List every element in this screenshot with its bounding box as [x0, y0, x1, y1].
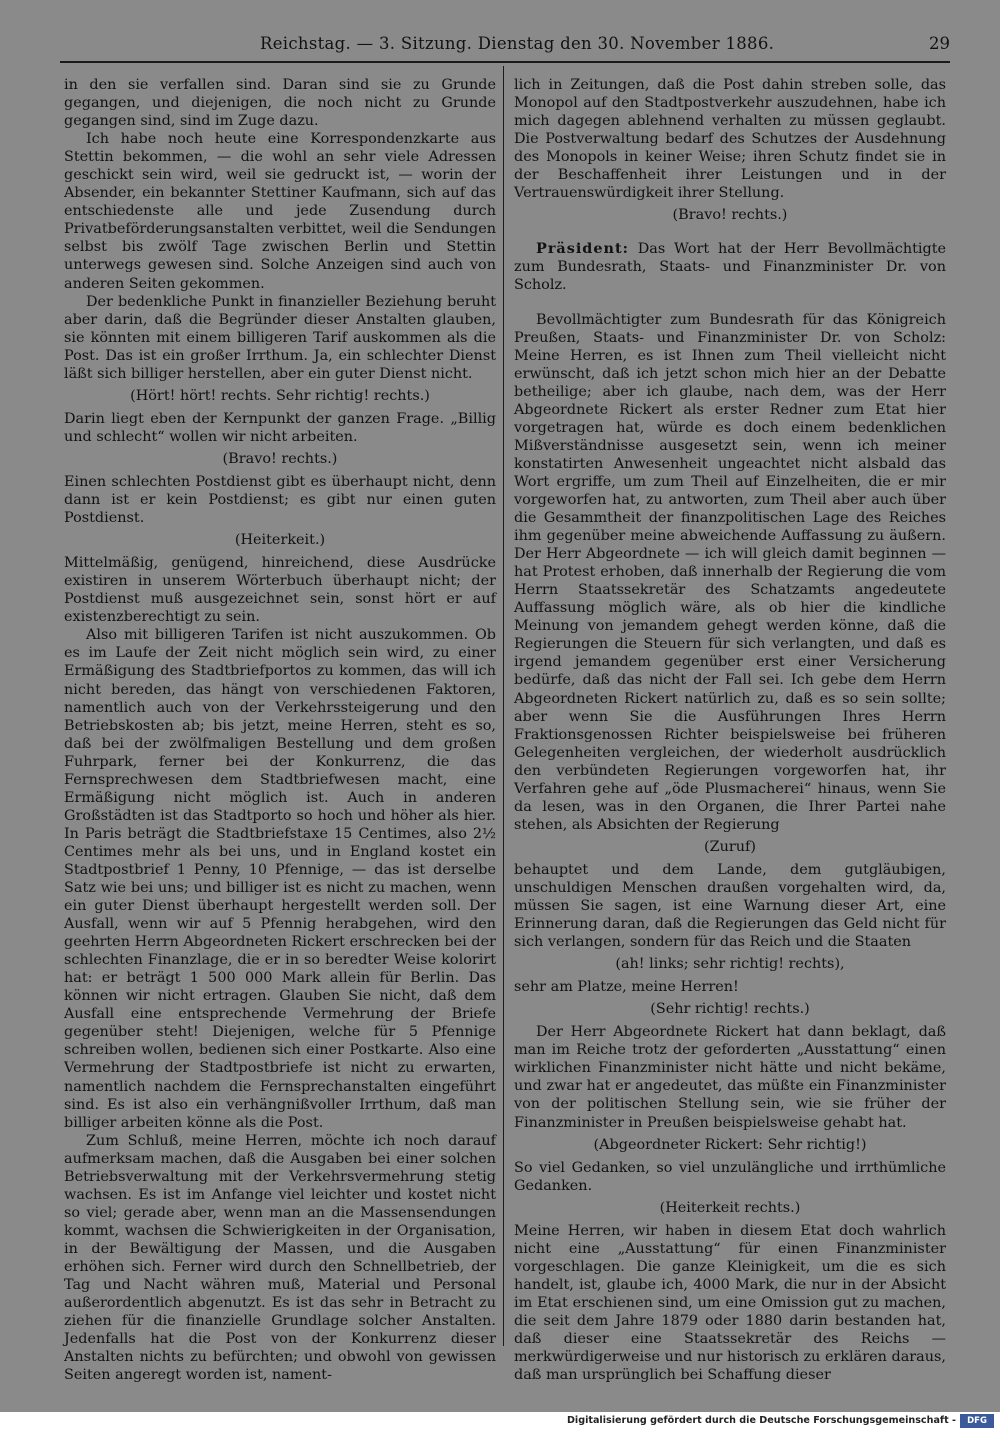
- paragraph-text: So viel Gedanken, so viel unzulängliche und irrthümliche Gedanken.: [514, 1159, 946, 1194]
- paragraph: [514, 838, 946, 856]
- speaker-label: Präsident:: [536, 240, 629, 258]
- paragraph-text: (Heiterkeit rechts.): [659, 1199, 801, 1216]
- paragraph-text: in den sie verfallen sind. Daran sind sie zu Grunde gegangen, und diejenigen, die noch nicht zu Grunde gegangen sind, sind im Zuge dazu.: [64, 77, 496, 130]
- paragraph: [514, 1199, 946, 1217]
- paragraph: [64, 130, 496, 292]
- paragraph: [64, 626, 496, 1131]
- dfg-logo: DFG: [960, 1414, 994, 1428]
- paragraph-text: (Zuruf): [704, 838, 756, 855]
- paragraph-text: Einen schlechten Postdienst gibt es überhaupt nicht, denn dann ist er kein Postdienst; es gibt nur einen guten Postdienst.: [64, 473, 496, 527]
- paragraph: [514, 1023, 946, 1131]
- paragraph-text: Zum Schluß, meine Herren, möchte ich noch darauf aufmerksam machen, daß die Ausgaben bei einer solchen Betriebsverwaltung mit der Verkehrsvermehrung stetig wachsen. Es ist im Anfange viel leichter und kostet nicht so viel; gerade aber, wenn man an die Massensendungen kommt, wachsen die Schwierigkeiten in der Organisation, in der Bewältigung der Massen, und die Ausgaben erhöhen sich. Ferner wird durch den Schnellbetrieb, der Tag und Nacht währen muß, Material und Personal außerordentlich abgenutzt. Es ist das sehr in Betracht zu ziehen für die finanzielle Grundlage solcher Anstalten. Jedenfalls hat die Post von der Konkurrenz dieser Anstalten nichts zu befürchten; und obwohl von gewissen Seiten angeregt worden ist, nament-: [64, 1132, 496, 1384]
- paragraph-text: Der Herr Abgeordnete Rickert hat dann beklagt, daß man im Reiche trotz der geforderten „Ausstattung“ einen wirklichen Finanzminister nicht hätte und nicht bekäme, und zwar hat er angedeutet, das müßte ein Finanzminister von der politischen Stellung sein, wie sie früher der Finanzminister in Preußen beispielsweise gehabt hat.: [514, 1024, 946, 1131]
- paragraph-text: Ich habe noch heute eine Korrespondenzkarte aus Stettin bekommen, — die wohl an sehr viele Adressen geschickt sein wird, weil sie gedruckt ist, — worin der Absender, ein bekannter Stettiner Kaufmann, sich auf das entschiedenste alle und jede Zusendung durch Privatbeförderungsanstalten verbittet, weil die Sendungen selbst bis zwölf Tage zwischen Berlin und Stettin unterwegs gewesen sind. Solche Anzeigen sind auch von anderen Seiten gekommen.: [64, 131, 496, 292]
- paragraph: [514, 240, 946, 294]
- paragraph: [514, 1222, 946, 1384]
- paragraph-text: Bevollmächtigter zum Bundesrath für das Königreich Preußen, Staats- und Finanzminister Dr. von Scholz: Meine Herren, es ist Ihnen zum Theil vielleicht nicht erwünscht, daß ich jetzt schon mich hier an der Debatte betheilige; aber ich glaube, nach dem, was der Herr Abgeordnete Rickert als erster Redner zum Etat hier vorgetragen hat, würde es doch einem bedenklichen Mißverständnisse ausgesetzt sein, wenn ich meiner konstatirten Anwesenheit ungeachtet nicht alsbald das Wort ergriffe, um zum Theil auf Einzelheiten, die er mir vorgeworfen hat, zu antworten, zum Theil aber auch über die Gesammtheit der finanzpolitischen Lage des Reiches ihm gegenüber meine abweichende Auffassung zu äußern. Der Herr Abgeordnete — ich will gleich damit beginnen — hat Protest erhoben, daß innerhalb der Regierung die vom Herrn Staatssekretär des Schatzamts angedeutete Auffassung möglich wäre, als ob hier die kindliche Meinung von jemandem gehegt werden könne, daß die Regierungen die Steuern für sich verlangten, und daß es irgend jemandem gegenüber erst einer Versicherung bedürfe, daß das nicht der Fall sei. Ich gebe dem Herrn Abgeordneten Rickert natürlich zu, daß es so sein sollte; aber wenn Sie die Ausführungen Ihres Herrn Fraktionsgenossen Richter beispielsweise bei früheren Gelegenheiten vergleichen, der wiederholt ausdrücklich den verbündeten Regierungen vorgeworfen hat, ihr Verfahren gehe auf „öde Plusmacherei“ hinaus, wenn Sie da lesen, was in den Organen, die Ihrer Partei nahe stehen, als Absichten der Regierung: [514, 311, 946, 833]
- paragraph: [64, 1132, 496, 1385]
- paragraph: [514, 861, 946, 951]
- right-column: [514, 76, 946, 1384]
- paragraph-text: (Sehr richtig! rechts.): [650, 1001, 810, 1018]
- paragraph: [514, 206, 946, 224]
- paragraph: [514, 76, 946, 202]
- paragraph-text: Das Wort hat der Herr Bevollmächtigte zum Bundesrath, Staats- und Finanzminister Dr. von Scholz.: [514, 241, 946, 294]
- paragraph-text: lich in Zeitungen, daß die Post dahin streben solle, das Monopol auf den Stadtpostverkehr auszudehnen, habe ich mich dagegen ablehnend verhalten zu müssen geglaubt. Die Postverwaltung bedarf des Schutzes der Ausdehnung des Monopols in keiner Weise; ihren Schutz findet sie in der Beschaffenheit ihrer Leistungen und in der Vertrauenswürdigkeit ihrer Stellung.: [514, 77, 946, 202]
- paragraph: [64, 554, 496, 626]
- page-header: [60, 34, 950, 58]
- column-divider: [503, 66, 504, 1346]
- funding-credit: Digitalisierung gefördert durch die Deutsche Forschungsgemeinschaft -: [566, 1415, 956, 1426]
- paragraph: [64, 76, 496, 130]
- paragraph: [514, 1000, 946, 1018]
- paragraph: [514, 1136, 946, 1154]
- paragraph-text: (Bravo! rechts.): [222, 450, 338, 467]
- paragraph: [64, 531, 496, 549]
- paragraph-text: Meine Herren, wir haben in diesem Etat doch wahrlich nicht eine „Ausstattung“ für einen Finanzminister vorgeschlagen. Die ganze Kleinigkeit, um die es sich handelt, ist, glaube ich, 4000 Mark, die nur in der Absicht im Etat erschienen sind, um eine Omission gut zu machen, die seit dem Jahre 1879 oder 1880 darin bestanden hat, daß dieser eine Staatssekretär des Reichs — merkwürdigerweise und nur historisch zu erklären daraus, daß man ursprünglich bei Schaffung dieser: [514, 1222, 946, 1384]
- left-column: [64, 76, 496, 1384]
- paragraph: [64, 450, 496, 468]
- paragraph-text: behauptet und dem Lande, dem gutgläubigen, unschuldigen Menschen draußen vorgehalten wird, da, müssen Sie sagen, ist eine Warnung dieser Art, eine Erinnerung daran, daß die Regierungen das Geld nicht für sich verlangen, sondern für das Reich und die Staaten: [514, 861, 946, 951]
- paragraph-text: (Abgeordneter Rickert: Sehr richtig!): [593, 1136, 867, 1153]
- paragraph: [514, 955, 946, 973]
- paragraph-text: (Bravo! rechts.): [672, 207, 788, 224]
- paragraph: [514, 311, 946, 834]
- paragraph-text: Mittelmäßig, genügend, hinreichend, diese Ausdrücke existiren in unserem Wörterbuch überhaupt nicht; der Postdienst muß ausgezeichnet sein, sonst hört er auf existenzberechtigt zu sein.: [64, 555, 496, 626]
- paragraph: [64, 293, 496, 383]
- paragraph: [64, 473, 496, 527]
- header-rule: [60, 61, 950, 63]
- footer-bar: [0, 1412, 1000, 1432]
- paragraph: [64, 387, 496, 405]
- page-number: 29: [929, 34, 950, 53]
- paragraph-text: (Heiterkeit.): [234, 532, 326, 549]
- header-title: Reichstag. — 3. Sitzung. Dienstag den 30. November 1886.: [260, 34, 775, 53]
- paragraph-text: sehr am Platze, meine Herren!: [514, 979, 739, 996]
- paragraph-text: Also mit billigeren Tarifen ist nicht auszukommen. Ob es im Laufe der Zeit nicht möglich sein wird, zu einer Ermäßigung des Stadtbriefportos zu kommen, das will ich nicht bereden, das hängt von verschiedenen Faktoren, namentlich auch von der Verkehrssteigerung und den Betriebskosten ab; bis jetzt, meine Herren, steht es so, daß bei der zwölfmaligen Bestellung und dem großen Fuhrpark, ferner bei der Konkurrenz, die das Fernsprechwesen dem Stadtbriefwesen macht, eine Ermäßigung nicht möglich ist. Auch in anderen Großstädten ist das Stadtporto so hoch und höher als hier. In Paris beträgt die Stadtbriefstaxe 15 Centimes, also 2½ Centimes mehr als bei uns, und in England kostet ein Stadtpostbrief 1 Penny, 10 Pfennige, — das ist derselbe Satz wie bei uns; und billiger ist es nicht zu machen, wenn ein guter Dienst überhaupt hergestellt werden soll. Der Ausfall, wenn wir auf 5 Pfennig herabgehen, wird den geehrten Herrn Abgeordneten Rickert erschrecken bei der schlechten Finanzlage, die er in so beredter Weise kolorirt hat: er beträgt 1 500 000 Mark allein für Berlin. Das können wir nicht ertragen. Glauben Sie nicht, daß dem Ausfall eine entsprechende Vermehrung der Briefe gegenüber steht! Diejenigen, welche für 5 Pfennige schreiben wollen, bedienen sich einer Postkarte. Also eine Vermehrung der Stadtpostbriefe ist nicht zu erwarten, namentlich nachdem die Fernsprechanstalten eingeführt sind. Es ist also ein verhängnißvoller Irrthum, daß man billiger arbeiten könne als die Post.: [64, 627, 496, 1131]
- paragraph: [514, 978, 946, 996]
- paragraph-text: (ah! links; sehr richtig! rechts),: [615, 956, 845, 973]
- paragraph: [64, 410, 496, 446]
- paragraph-text: Darin liegt eben der Kernpunkt der ganzen Frage. „Billig und schlecht“ wollen wir nicht arbeiten.: [64, 410, 496, 445]
- paragraph: [514, 1159, 946, 1195]
- paragraph-text: Der bedenkliche Punkt in finanzieller Beziehung beruht aber darin, daß die Begründer dieser Anstalten glauben, sie könnten mit einem billigeren Tarif auskommen als die Post. Das ist ein großer Irrthum. Ja, ein schlechter Dienst läßt sich billiger herstellen, aber ein guter Dienst nicht.: [64, 293, 496, 382]
- paragraph-text: (Hört! hört! rechts. Sehr richtig! rechts.): [130, 387, 430, 404]
